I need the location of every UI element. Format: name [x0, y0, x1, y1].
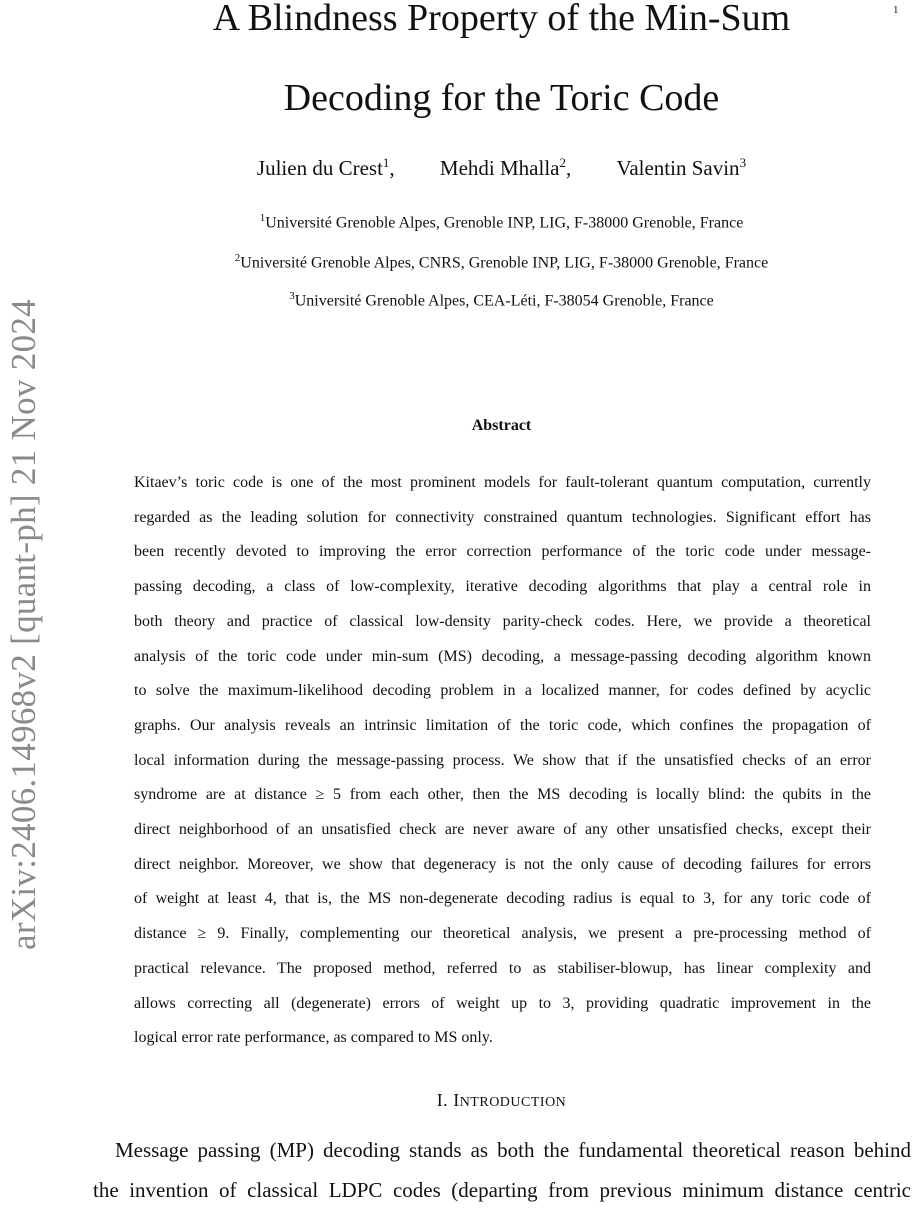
- abstract-line: logical error rate performance, as compared to MS only.: [134, 1029, 493, 1047]
- author-separator: ,: [565, 156, 572, 180]
- abstract-line: distance ≥ 9. Finally, complementing our theoretical analysis, we present a pre-processing method of: [134, 925, 871, 943]
- introduction-body: [93, 1130, 911, 1210]
- title-line-2: Decoding for the Toric Code: [283, 77, 720, 119]
- abstract-line: practical relevance. The proposed method, referred to as stabiliser-blowup, has linear complexity and: [134, 959, 871, 977]
- page-number: 1: [893, 4, 899, 16]
- affiliation-3: [110, 290, 893, 310]
- abstract-line: been recently devoted to improving the error correction performance of the toric code under message-: [134, 543, 871, 561]
- author-name: Julien du Crest: [256, 156, 383, 180]
- section-title-initial: I: [453, 1090, 460, 1110]
- author-list: [110, 155, 893, 181]
- abstract-line: passing decoding, a class of low-complexity, iterative decoding algorithms that play a central role in: [134, 578, 871, 596]
- title-line-1: A Blindness Property of the Min-Sum: [212, 0, 791, 39]
- affiliation-text: Université Grenoble Alpes, Grenoble INP, LIG, F-38000 Grenoble, France: [265, 214, 744, 232]
- section-heading-introduction: [0, 1090, 913, 1111]
- author-2: [440, 155, 571, 181]
- author-separator: ,: [389, 156, 395, 180]
- abstract-line: regarded as the leading solution for connectivity constrained quantum technologies. Significant effort has: [134, 508, 871, 526]
- abstract-line: Kitaev’s toric code is one of the most prominent models for fault-tolerant quantum computation, currently: [134, 474, 871, 491]
- abstract-line: direct neighborhood of an unsatisfied check are never aware of any other unsatisfied checks, except their: [134, 821, 871, 839]
- abstract-line: direct neighbor. Moreover, we show that degeneracy is not the only cause of decoding failures for errors: [134, 855, 871, 873]
- author-name: Mehdi Mhalla: [439, 156, 560, 180]
- affiliation-text: Université Grenoble Alpes, CEA-Léti, F-38054 Grenoble, France: [294, 292, 714, 310]
- affiliation-2: [110, 252, 893, 272]
- intro-line: the invention of classical LDPC codes (departing from previous minimum distance centric: [93, 1178, 911, 1202]
- author-3: [616, 155, 746, 181]
- abstract-line: graphs. Our analysis reveals an intrinsic limitation of the toric code, which confines the propagation of: [134, 716, 871, 734]
- abstract-line: local information during the message-passing process. We show that if the unsatisfied checks of an error: [134, 751, 871, 769]
- abstract-heading: Abstract: [471, 417, 532, 434]
- author-name: Valentin Savin: [616, 156, 740, 180]
- intro-line: Message passing (MP) decoding stands as both the fundamental theoretical reason behind: [115, 1138, 911, 1162]
- abstract-line: both theory and practice of classical low-density parity-check codes. Here, we provide a theoretical: [134, 612, 871, 630]
- author-affiliation-mark: 3: [739, 155, 747, 170]
- affiliation-mark: 2: [234, 252, 241, 264]
- affiliation-1: [110, 212, 893, 232]
- abstract-line: to solve the maximum-likelihood decoding problem in a localized manner, for codes defined by acyclic: [134, 682, 871, 700]
- arxiv-identifier-stamp[interactable]: arXiv:2406.14968v2 [quant-ph] 21 Nov 2024: [4, 299, 43, 950]
- paper-title: [110, 0, 893, 138]
- abstract-line: syndrome are at distance ≥ 5 from each other, then the MS decoding is locally blind: the qubits in the: [134, 786, 871, 804]
- abstract-line: allows correcting all (degenerate) errors of weight up to 3, providing quadratic improvement in the: [134, 994, 871, 1012]
- affiliation-mark: 1: [259, 212, 266, 224]
- abstract-line: of weight at least 4, that is, the MS non-degenerate decoding radius is equal to 3, for any toric code of: [134, 890, 871, 908]
- author-1: [257, 155, 395, 181]
- abstract-line: analysis of the toric code under min-sum (MS) decoding, a message-passing decoding algorithm known: [134, 647, 871, 665]
- abstract-body: [134, 466, 871, 1056]
- author-affiliation-mark: 1: [382, 155, 390, 170]
- section-title-rest: NTRODUCTION: [459, 1095, 567, 1110]
- affiliation-mark: 3: [289, 290, 295, 302]
- author-affiliation-mark: 2: [559, 155, 566, 170]
- section-numeral: I.: [436, 1090, 449, 1110]
- affiliation-text: Université Grenoble Alpes, CNRS, Grenoble INP, LIG, F-38000 Grenoble, France: [240, 254, 769, 272]
